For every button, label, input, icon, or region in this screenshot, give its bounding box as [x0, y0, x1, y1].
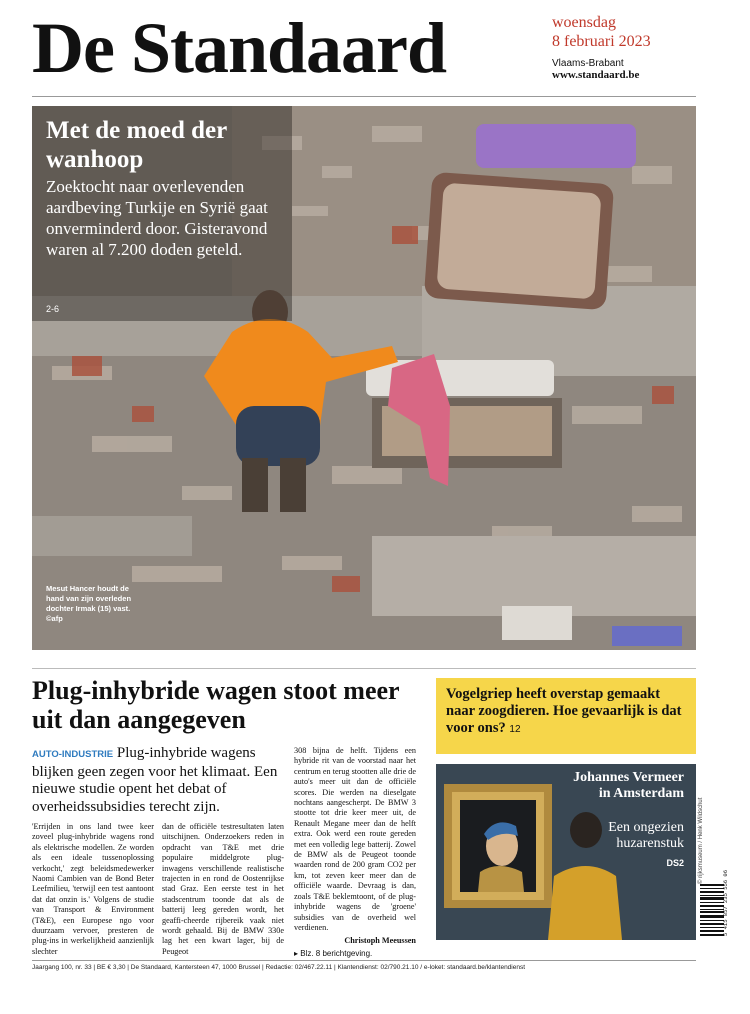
story-intro-text: Plug-inhybride wagens blijken geen zegen voor het klimaat. Een nieuwe studie opent het debat of overheidssubsidies terecht zijn.: [32, 745, 278, 815]
website-link[interactable]: www.standaard.be: [552, 69, 640, 81]
story-author: Christoph Meeussen: [344, 936, 416, 946]
masthead: [32, 8, 696, 92]
story-kicker: AUTO-INDUSTRIE: [32, 749, 114, 760]
newspaper-logo[interactable]: De Standaard: [32, 8, 447, 88]
teaser-text: Vogelgriep heeft overstap gemaakt naar zoogdieren. Hoe gevaarlijk is dat voor ons?: [446, 686, 682, 736]
story-column-2: [162, 822, 284, 957]
date-full: 8 februari 2023: [552, 33, 651, 50]
vermeer-subtitle: Een ongezien huzarenstuk: [608, 820, 684, 851]
photo-credit: [698, 764, 708, 884]
story-headline[interactable]: Plug-inhybride wagen stoot meer uit dan aangegeven: [32, 676, 400, 734]
hero-photo[interactable]: [32, 106, 696, 650]
vermeer-page-ref: DS2: [666, 858, 684, 868]
barcode-number-text: 5 415 857 235 556 06: [722, 869, 729, 936]
vermeer-headline: Johannes Vermeer in Amsterdam: [573, 770, 684, 801]
vermeer-teaser[interactable]: [436, 764, 696, 940]
hero-lede: Zoektocht naar overlevenden aardbeving Turkije en Syrië gaat onverminderd door. Gisteravond waren al 7.200 doden geteld.: [46, 177, 268, 259]
barcode: [700, 884, 724, 936]
story-column-3: [294, 746, 416, 959]
date-day: woensdag: [552, 14, 616, 31]
teaser-page-ref: 12: [509, 724, 521, 735]
edition-label: Vlaams-Brabant: [552, 58, 624, 69]
barcode-number: [722, 869, 730, 936]
story-intro: [32, 745, 288, 816]
hero-caption: Mesut Hancer houdt de hand van zijn overleden dochter Irmak (15) vast. ©afp: [46, 584, 132, 623]
date-block: [552, 14, 678, 81]
story-column-text: 308 bijna de helft. Tijdens een hybride rit van de voorstad naar het centrum en terug stootten alle drie de auto's meer uit dan de officiële scores. Die werden na dieselgate nochtans aangescherpt. De BMW 3 stootte tot drie keer meer uit, de Renault Megane meer dan de helft extra. Ook werd een route gereden met een volledig lege batterij. Zowel de BMW als de Peugeot toonde waarden rond de 200 gram CO2 per km, tot zeven keer meer dan de officiële waarde. Devraag is dan, zoals T&E beklemtoont, of de plug-inhybride wagens de 'groene' subsidies van de overheid wel verdienen.: [294, 746, 416, 932]
footer-imprint: Jaargang 100, nr. 33 | BE € 3,30 | De Standaard, Kantersteen 47, 1000 Brussel | Redactie: 02/467.22.11 | Klantendienst: 02/790.21.10 / e-loket: standaard.be/klantendienst: [32, 964, 526, 971]
hero-page-ref: 2-6: [46, 304, 60, 314]
story-column-1: [32, 822, 154, 957]
photo-credit-text: © rijksmuseum / Henk Wildschut: [698, 797, 704, 884]
story-column-text: 'Errijden in ons land twee keer zoveel plug-inhybride wagens rond als elektrische modellen. Ze worden als een ideale tussenoplossing verkocht,' zegt beleidsmedewerker Naomi Cambien van de Bond Beter Leefmilieu, 'terwijl een test aantoont dat dat onzin is.' Volgens de studie van Transport & Environment (T&E), een Europese ngo voor duurzaam vervoer, presteren de plug-ins in werkelijkheid aanzienlijk slechter: [32, 822, 154, 956]
story-page-link[interactable]: ▸ Blz. 8 berichtgeving.: [294, 948, 373, 958]
divider: [32, 668, 696, 669]
story-column-text: dan de officiële testresultaten laten uitschijnen. Onderzoekers reden in opdracht van T&E met drie populaire middelgrote plug-inwagens verschillende realistische trajecten in en rond de Oostenrijkse stad Graz. Een eerste test in het stadscentrum toonde dat als de batterij leeg gereden wordt, het geaffi-cheerde rijbereik vaak niet wordt gehaald. Bij de BMW 330e lag het een kwart lager, bij de Peugeot: [162, 822, 284, 956]
divider: [32, 96, 696, 97]
bird-flu-teaser[interactable]: [436, 678, 696, 754]
hero-headline[interactable]: Met de moed der wanhoop: [46, 117, 227, 173]
divider: [32, 960, 696, 961]
